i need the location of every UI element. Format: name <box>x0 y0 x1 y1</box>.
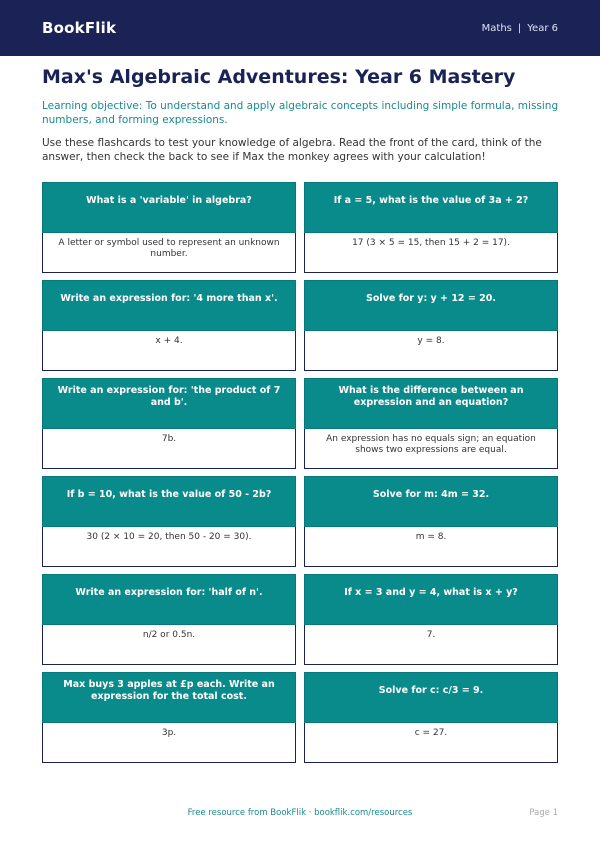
flashcard <box>42 672 296 763</box>
card-front: Solve for y: y + 12 = 20. <box>304 280 558 331</box>
card-back: 3p. <box>42 723 296 763</box>
breadcrumb <box>482 23 558 34</box>
flashcard <box>304 476 558 567</box>
card-front: Solve for m: 4m = 32. <box>304 476 558 527</box>
card-back: m = 8. <box>304 527 558 567</box>
flashcard-grid <box>42 182 558 763</box>
flashcard <box>304 182 558 273</box>
flashcard <box>42 476 296 567</box>
flashcard <box>304 574 558 665</box>
card-front: If x = 3 and y = 4, what is x + y? <box>304 574 558 625</box>
card-front: If a = 5, what is the value of 3a + 2? <box>304 182 558 233</box>
card-front: What is the difference between an expression and an equation? <box>304 378 558 429</box>
flashcard <box>304 672 558 763</box>
flashcard <box>42 280 296 371</box>
flashcard <box>42 574 296 665</box>
instructions-text: Use these flashcards to test your knowledge of algebra. Read the front of the card, think of the answer, then check the back to see if Max the monkey agrees with your calculation! <box>42 137 542 163</box>
footer-resource-link[interactable]: Free resource from BookFlik · bookflik.com/resources <box>187 808 413 818</box>
card-back: A letter or symbol used to represent an unknown number. <box>42 233 296 273</box>
card-back: 7b. <box>42 429 296 469</box>
flashcard <box>304 378 558 469</box>
card-back: 30 (2 × 10 = 20, then 50 - 20 = 30). <box>42 527 296 567</box>
card-back: An expression has no equals sign; an equation shows two expressions are equal. <box>304 429 558 469</box>
card-front: Max buys 3 apples at £p each. Write an expression for the total cost. <box>42 672 296 723</box>
breadcrumb-separator: | <box>517 22 522 34</box>
brand-logo[interactable]: BookFlik <box>42 19 117 37</box>
card-front: Solve for c: c/3 = 9. <box>304 672 558 723</box>
subject-label: Maths <box>481 22 512 34</box>
page-title: Max's Algebraic Adventures: Year 6 Mastery <box>42 66 516 88</box>
card-front: If b = 10, what is the value of 50 - 2b? <box>42 476 296 527</box>
card-back: c = 27. <box>304 723 558 763</box>
card-front: Write an expression for: '4 more than x'. <box>42 280 296 331</box>
page-number: Page 1 <box>529 808 558 818</box>
card-back: x + 4. <box>42 331 296 371</box>
card-front: Write an expression for: 'half of n'. <box>42 574 296 625</box>
card-front: What is a 'variable' in algebra? <box>42 182 296 233</box>
year-label: Year 6 <box>527 22 558 34</box>
flashcard <box>42 182 296 273</box>
card-back: y = 8. <box>304 331 558 371</box>
card-back: 17 (3 × 5 = 15, then 15 + 2 = 17). <box>304 233 558 273</box>
site-header <box>0 0 600 56</box>
flashcard <box>42 378 296 469</box>
flashcard <box>304 280 558 371</box>
card-back: n/2 or 0.5n. <box>42 625 296 665</box>
learning-objective: Learning objective: To understand and apply algebraic concepts including simple formula, missing numbers, and forming expressions. <box>42 100 559 126</box>
card-back: 7. <box>304 625 558 665</box>
card-front: Write an expression for: 'the product of 7 and b'. <box>42 378 296 429</box>
